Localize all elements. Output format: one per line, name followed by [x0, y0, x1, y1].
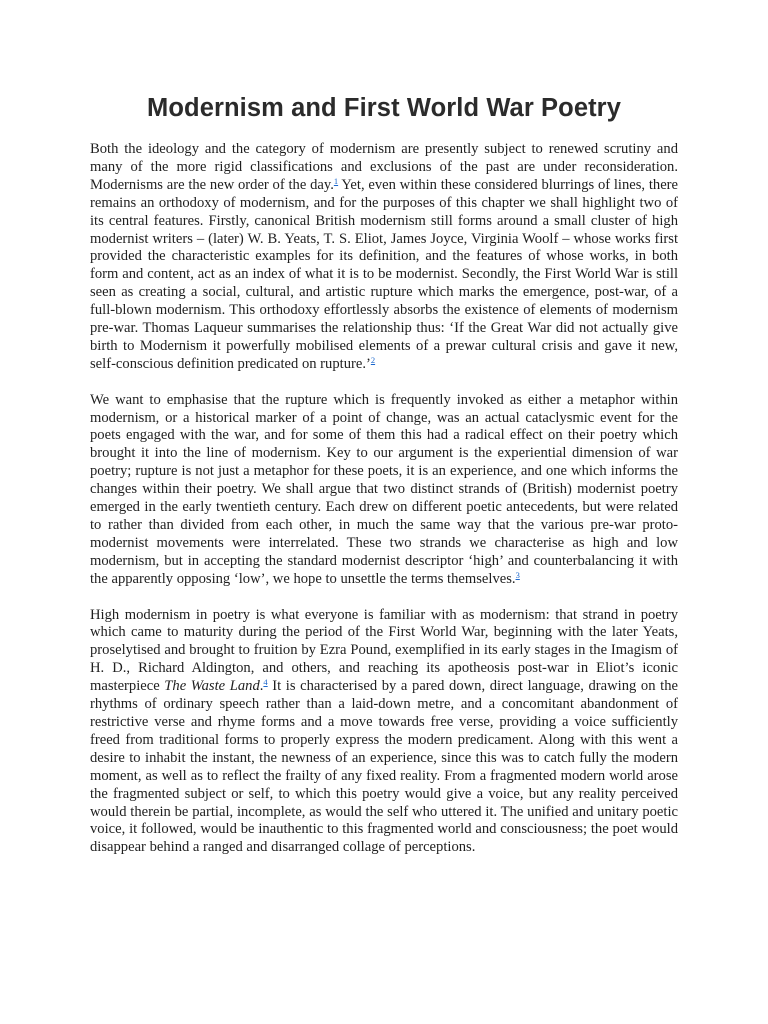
footnote-link-2[interactable]: 2 — [370, 354, 376, 365]
paragraph-1 — [90, 141, 678, 374]
footnote-ref[interactable] — [371, 355, 375, 365]
footnote-link-4[interactable]: 4 — [263, 677, 268, 688]
work-title: The Waste Land — [164, 678, 260, 695]
footnote-ref[interactable] — [516, 570, 520, 580]
footnote-link-3[interactable]: 3 — [515, 569, 520, 580]
paragraph-3 — [90, 607, 678, 858]
paragraph-text: High modernism in poetry is what everyone is familiar with as modernism: that strand in poetry which came to maturity during the period of the First World War, beginning with the later Yeats, proselytised and brought to fruition by Ezra Pound, exemplified in its early stages in the Imagism of H. D., Richard Aldington, and others, and reaching its apotheosis post-war in Eliot’s iconic masterpiece — [90, 606, 678, 695]
paragraph-text: Both the ideology and the category of modernism are presently subject to renewed scrutiny and many of the more rigid classifications and exclusions of the past are under reconsideration. Modernisms are the new order of the day. — [90, 141, 678, 193]
page-title: Modernism and First World War Poetry — [147, 94, 621, 122]
paragraph-text: . — [259, 678, 264, 695]
paragraph-text: Yet, even within these considered blurrings of lines, there remains an orthodoxy of modernism, and for the purposes of this chapter we shall highlight two of its central features. Firstly, canonical British modernism still forms around a small cluster of high modernist writers – (later) W. B. Yeats, T. S. Eliot, James Joyce, Virginia Woolf – whose works first provided the characteristic examples for its definition, and the features of whose works, in both form and content, act as an index of what it is to be modernist. Secondly, the First World War is still seen as creating a social, cultural, and artistic rupture which marks the emergence, post-war, of a full-blown modernism. This orthodoxy effortlessly absorbs the existence of elements of modernism pre-war. Thomas Laqueur summarises the relationship thus: ‘If the Great War did not actually give birth to Modernism it powerfully mobilised elements of a prewar cultural crisis and gave it new, self-conscious definition predicated on rupture.’ — [90, 176, 679, 372]
footnote-link-1[interactable]: 1 — [333, 175, 339, 186]
paragraph-text: It is characterised by a pared down, direct language, drawing on the rhythms of ordinary speech rather than a laid-down metre, and a concomitant abandonment of restrictive verse and rhyme forms and a move towards free verse, providing a voice sufficiently freed from traditional forms to properly express the modern predicament. Along with this went a desire to inhabit the instant, the newness of an experience, since this was to catch fully the modern moment, as well as to reflect the frailty of any fixed reality. From a fragmented modern world arose the fragmented subject or self, to which this poetry would give a voice, but any reality perceived would therein be partial, incomplete, as would the self who uttered it. The unified and unitary poetic voice, it followed, would be inauthentic to this fragmented world and consciousness; the poet would disappear behind a ranged and disarranged collage of perceptions. — [90, 678, 678, 856]
paragraph-2 — [90, 392, 678, 589]
paragraph-text: We want to emphasise that the rupture which is frequently invoked as either a metaphor within modernism, or a historical marker of a point of change, was an actual cataclysmic event for the poets engaged with the war, and for some of them this had a radical effect on their poetry which brought it into the line of modernism. Key to our argument is the experiential dimension of war poetry; rupture is not just a metaphor for these poets, it is an experience, and one which informs the changes within their poetry. We shall argue that two distinct strands of (British) modernist poetry emerged in the early twentieth century. Each drew on different poetic antecedents, but were related to rather than divided from each other, in much the same way that the various pre-war proto-modernist movements were interrelated. These two strands we characterise as high and low modernism, but in accepting the standard modernist descriptor ‘high’ and counterbalancing it with the apparently opposing ‘low’, we hope to unsettle the terms themselves. — [90, 391, 678, 587]
